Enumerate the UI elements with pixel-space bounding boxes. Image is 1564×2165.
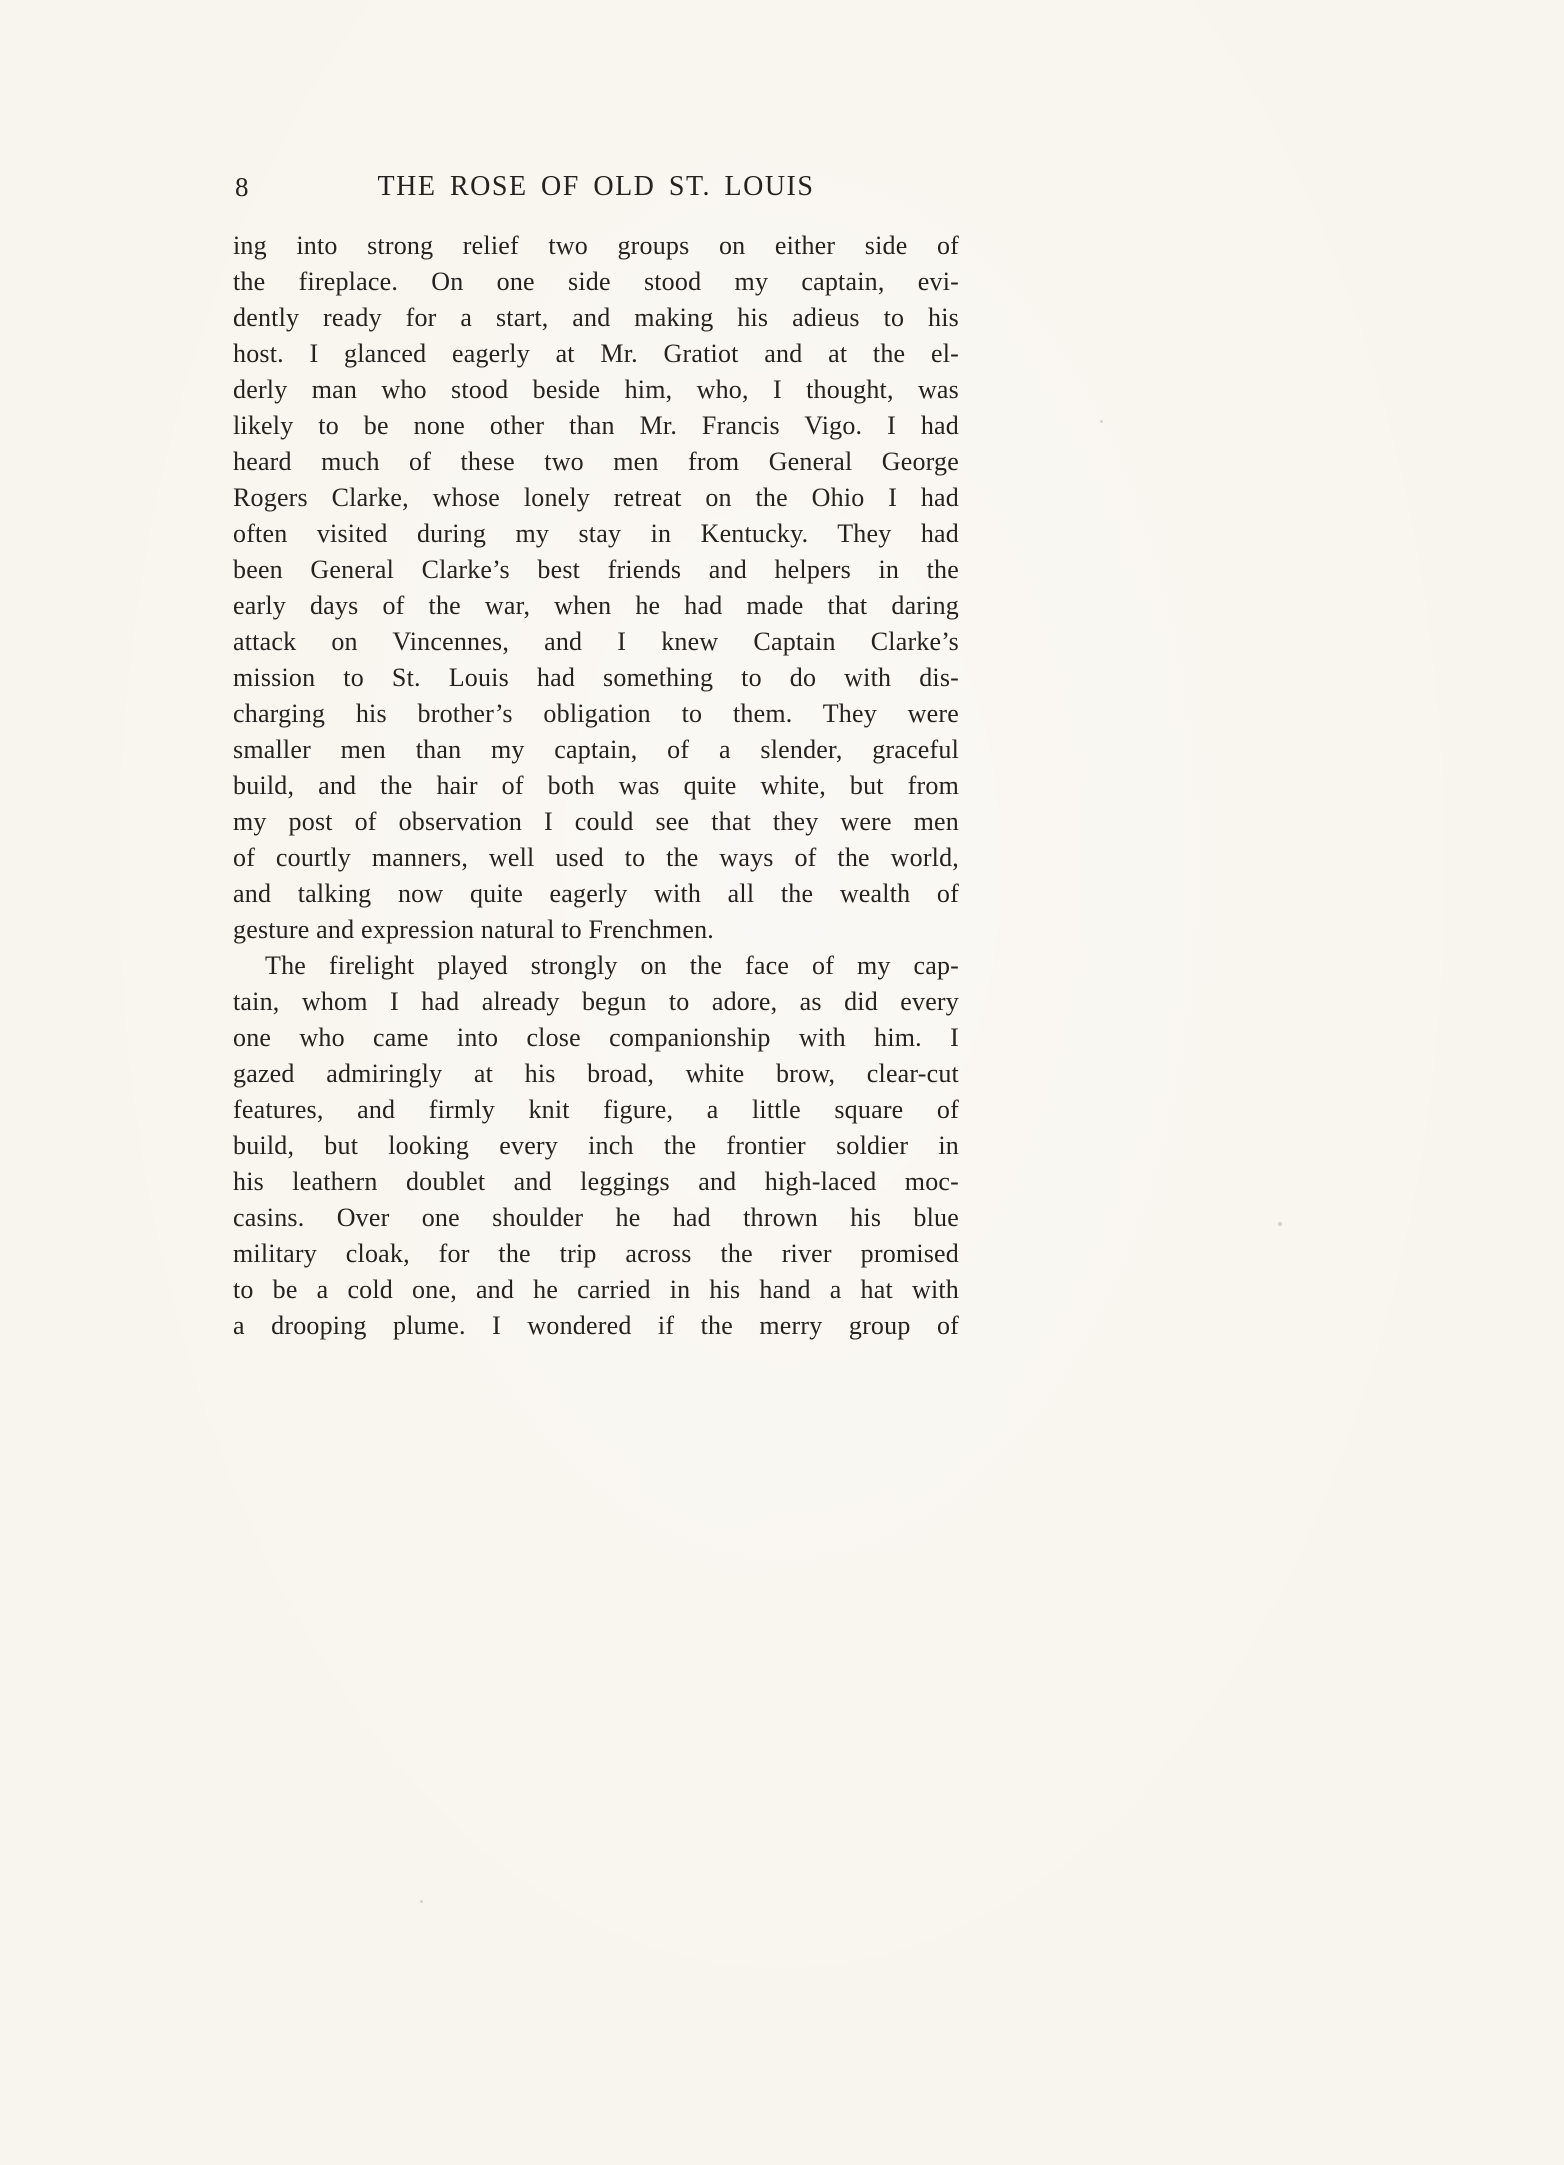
text-line: a drooping plume. I wondered if the merry group of (233, 1311, 959, 1340)
text-line: build, and the hair of both was quite white, but from (233, 771, 959, 800)
text-line: of courtly manners, well used to the ways of the world, (233, 843, 959, 872)
text-line: and talking now quite eagerly with all the wealth of (233, 879, 959, 908)
text-line: attack on Vincennes, and I knew Captain Clarke’s (233, 627, 959, 656)
text-line: dently ready for a start, and making his adieus to his (233, 303, 959, 332)
text-line: military cloak, for the trip across the river promised (233, 1239, 959, 1268)
text-line: charging his brother’s obligation to them. They were (233, 699, 959, 728)
text-line: derly man who stood beside him, who, I thought, was (233, 375, 959, 404)
text-block (233, 170, 959, 1344)
text-line: gesture and expression natural to Frenchmen. (233, 915, 714, 944)
running-header (233, 170, 959, 204)
text-line: likely to be none other than Mr. Francis Vigo. I had (233, 411, 959, 440)
scan-speck (1100, 420, 1103, 423)
text-line: gazed admiringly at his broad, white brow, clear-cut (233, 1059, 959, 1088)
text-line: often visited during my stay in Kentucky. They had (233, 519, 959, 548)
text-line: host. I glanced eagerly at Mr. Gratiot and at the el- (233, 339, 959, 368)
text-line: casins. Over one shoulder he had thrown his blue (233, 1203, 959, 1232)
text-line: to be a cold one, and he carried in his hand a hat with (233, 1275, 959, 1304)
running-header-title: THE ROSE OF OLD ST. LOUIS (377, 171, 815, 202)
text-line: smaller men than my captain, of a slender, graceful (233, 735, 959, 764)
text-line: mission to St. Louis had something to do with dis- (233, 663, 959, 692)
text-line: features, and firmly knit figure, a little square of (233, 1095, 959, 1124)
text-line: one who came into close companionship with him. I (233, 1023, 959, 1052)
text-line: my post of observation I could see that they were men (233, 807, 959, 836)
text-line: build, but looking every inch the frontier soldier in (233, 1131, 959, 1160)
text-line: been General Clarke’s best friends and helpers in the (233, 555, 959, 584)
text-line: early days of the war, when he had made that daring (233, 591, 959, 620)
text-line: heard much of these two men from General George (233, 447, 959, 476)
page-body (233, 228, 959, 1344)
text-line: his leathern doublet and leggings and high-laced moc- (233, 1167, 959, 1196)
text-line: tain, whom I had already begun to adore, as did every (233, 987, 959, 1016)
scan-speck (1278, 1222, 1282, 1226)
page-number: 8 (235, 172, 249, 202)
scan-speck (420, 1900, 423, 1903)
text-line: Rogers Clarke, whose lonely retreat on the Ohio I had (233, 483, 959, 512)
text-line: the fireplace. On one side stood my captain, evi- (233, 267, 959, 296)
text-line: The firelight played strongly on the face of my cap- (265, 951, 959, 980)
text-line: ing into strong relief two groups on either side of (233, 231, 959, 260)
